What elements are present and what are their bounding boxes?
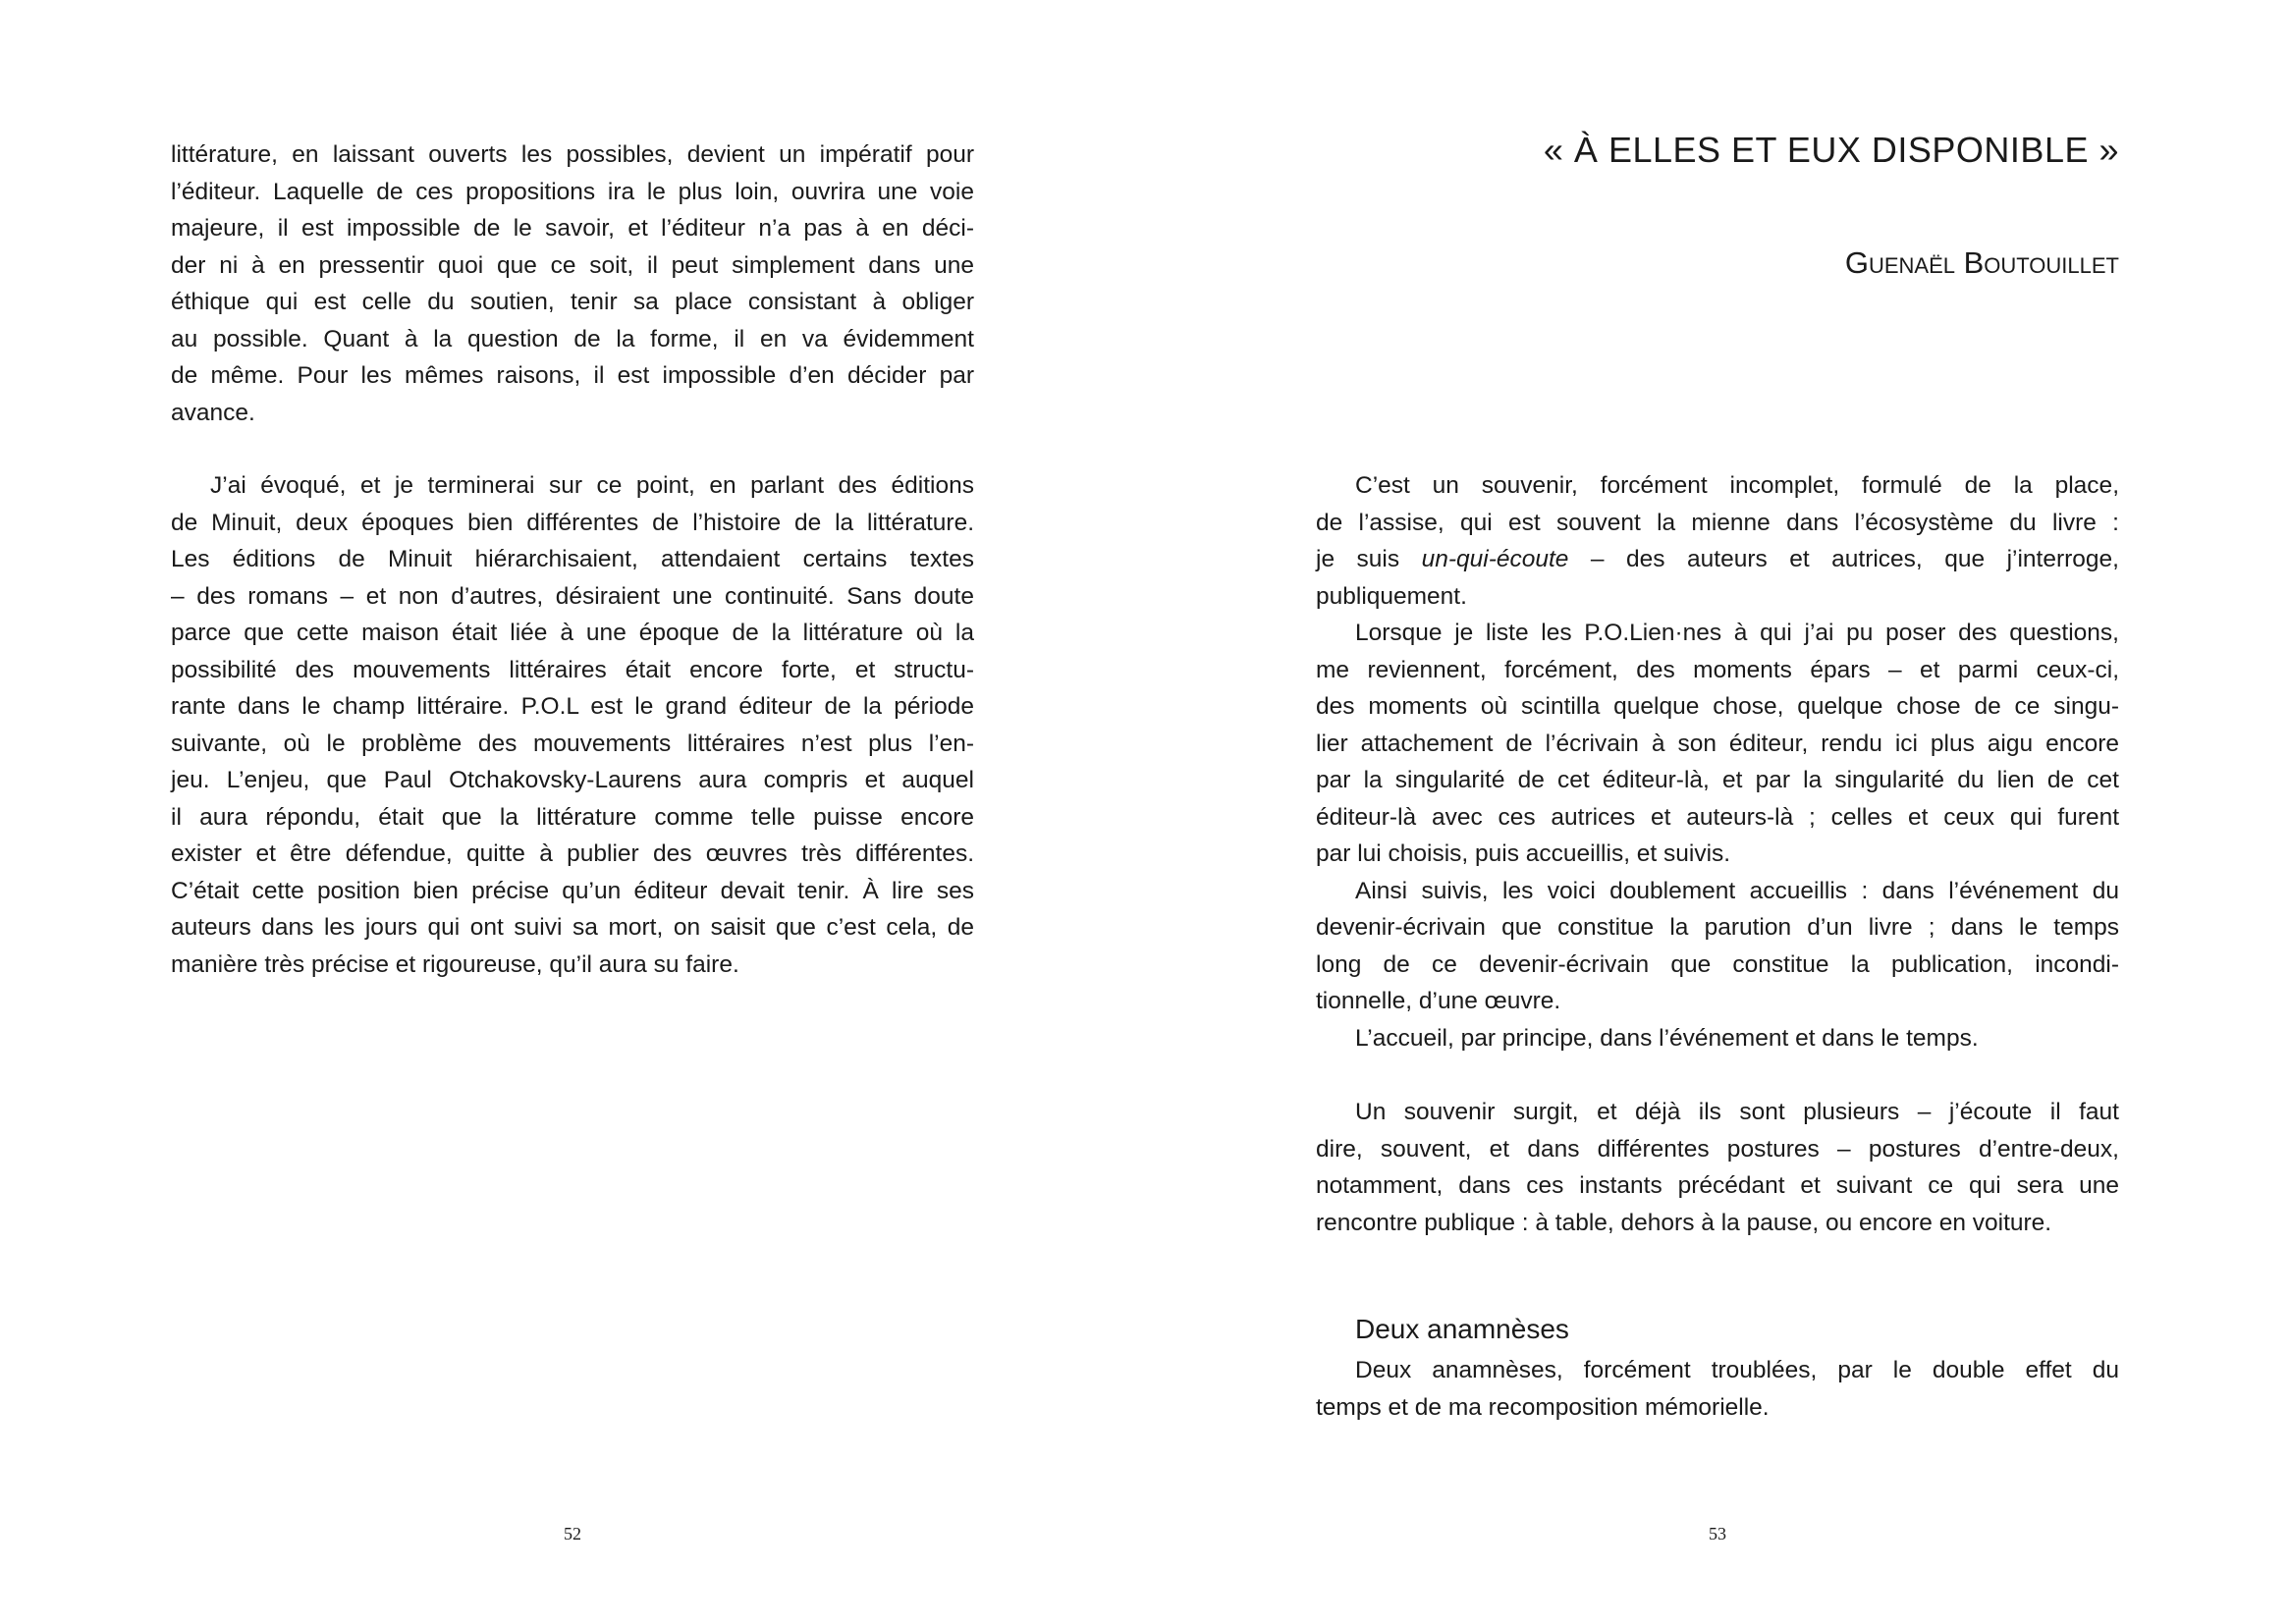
text-segment: – des auteurs et autrices, que j’interroge, [1568,546,2119,572]
chapter-author: Guenaël Boutouillet [1844,245,2119,280]
page-number-right: 53 [1709,1524,1726,1543]
text-line: de l’assise, qui est souvent la mienne dans l’écosystème du livre : [1316,509,2119,536]
text-line: tionnelle, d’une œuvre. [1316,988,1561,1014]
text-line: C’est un souvenir, forcément incomplet, formulé de la place, [1355,472,2119,499]
right-paragraph-3 [1316,873,2119,1020]
text-line: possibilité des mouvements littéraires était encore forte, et structu- [171,656,974,683]
right-paragraph-1 [1316,467,2119,615]
text-line: jeu. L’enjeu, que Paul Otchakovsky-Laurens aura compris et auquel [171,767,974,793]
text-line: temps et de ma recomposition mémorielle. [1316,1393,1770,1421]
text-line: de même. Pour les mêmes raisons, il est impossible d’en décider par [171,362,974,389]
text-line: der ni à en pressentir quoi que ce soit, il peut simplement dans une [171,251,974,279]
text-line: par lui choisis, puis accueillis, et suivis. [1316,840,1731,867]
text-line: il aura répondu, était que la littérature comme telle puisse encore [171,803,974,831]
text-line: J’ai évoqué, et je terminerai sur ce point, en parlant des éditions [210,472,974,499]
text-line: de Minuit, deux époques bien différentes de l’histoire de la littérature. [171,509,974,536]
text-line: rante dans le champ littéraire. P.O.L est le grand éditeur de la période [171,693,974,720]
right-paragraph-2 [1316,615,2119,873]
text-line: au possible. Quant à la question de la forme, il en va évidemment [171,325,974,352]
text-line: Ainsi suivis, les voici doublement accueillis : dans l’événement du [1355,877,2119,904]
text-line: littérature, en laissant ouverts les possibles, devient un impératif pour [171,141,974,168]
text-line: rencontre publique : à table, dehors à la pause, ou encore en voiture. [1316,1209,2052,1236]
text-line: exister et être défendue, quitte à publier des œuvres très différentes. [171,840,974,867]
text-line: notamment, dans ces instants précédant et suivant ce qui sera une [1316,1172,2119,1199]
right-paragraph-6 [1316,1352,2119,1426]
text-line: me reviennent, forcément, des moments épars – et parmi ceux-ci, [1316,656,2119,683]
text-line: Lorsque je liste les P.O.Lien·nes à qui j’ai pu poser des questions, [1355,620,2119,646]
text-line: éthique qui est celle du soutien, tenir sa place consistant à obliger [171,289,974,315]
text-segment: je suis [1316,546,1422,572]
text-line: majeure, il est impossible de le savoir, et l’éditeur n’a pas à en déci- [171,215,974,242]
text-line: Deux anamnèses, forcément troublées, par le double effet du [1355,1357,2119,1383]
text-line: avance. [171,399,255,426]
text-line: – des romans – et non d’autres, désiraient une continuité. Sans doute [171,582,974,610]
italic-text: un-qui-écoute [1421,546,1569,572]
text-line: lier attachement de l’écrivain à son éditeur, rendu ici plus aigu encore [1316,730,2119,757]
text-line: L’accueil, par principe, dans l’événement et dans le temps. [1355,1024,1979,1052]
text-line: C’était cette position bien précise qu’un éditeur devait tenir. À lire ses [171,877,974,904]
right-paragraph-5 [1316,1094,2119,1241]
text-line [1316,541,2119,578]
text-line: Les éditions de Minuit hiérarchisaient, attendaient certains textes [171,546,974,572]
text-line: dire, souvent, et dans différentes postures – postures d’entre-deux, [1316,1135,2119,1163]
section-subheading: Deux anamnèses [1355,1314,1569,1344]
text-line: par la singularité de cet éditeur-là, et par la singularité du lien de cet [1316,767,2119,793]
chapter-title: « À ELLES ET EUX DISPONIBLE » [1543,130,2119,170]
left-paragraph-2 [171,467,974,983]
text-line: devenir-écrivain que constitue la parution d’un livre ; dans le temps [1316,914,2119,941]
text-line: auteurs dans les jours qui ont suivi sa mort, on saisit que c’est cela, de [171,914,974,941]
right-paragraph-4 [1316,1020,2119,1057]
text-line: suivante, où le problème des mouvements littéraires n’est plus l’en- [171,730,974,757]
left-paragraph-1 [171,136,974,431]
text-line: Un souvenir surgit, et déjà ils sont plusieurs – j’écoute il faut [1355,1099,2119,1125]
text-line: publiquement. [1316,582,1467,610]
text-line: parce que cette maison était liée à une époque de la littérature où la [171,620,974,646]
text-line: l’éditeur. Laquelle de ces propositions ira le plus loin, ouvrira une voie [171,178,974,205]
text-line: des moments où scintilla quelque chose, quelque chose de ce singu- [1316,693,2119,720]
text-line: long de ce devenir-écrivain que constitue la publication, incondi- [1316,950,2119,978]
page-number-left: 52 [564,1524,581,1543]
text-line: éditeur-là avec ces autrices et auteurs-là ; celles et ceux qui furent [1316,803,2119,831]
text-line: manière très précise et rigoureuse, qu’il aura su faire. [171,950,739,978]
